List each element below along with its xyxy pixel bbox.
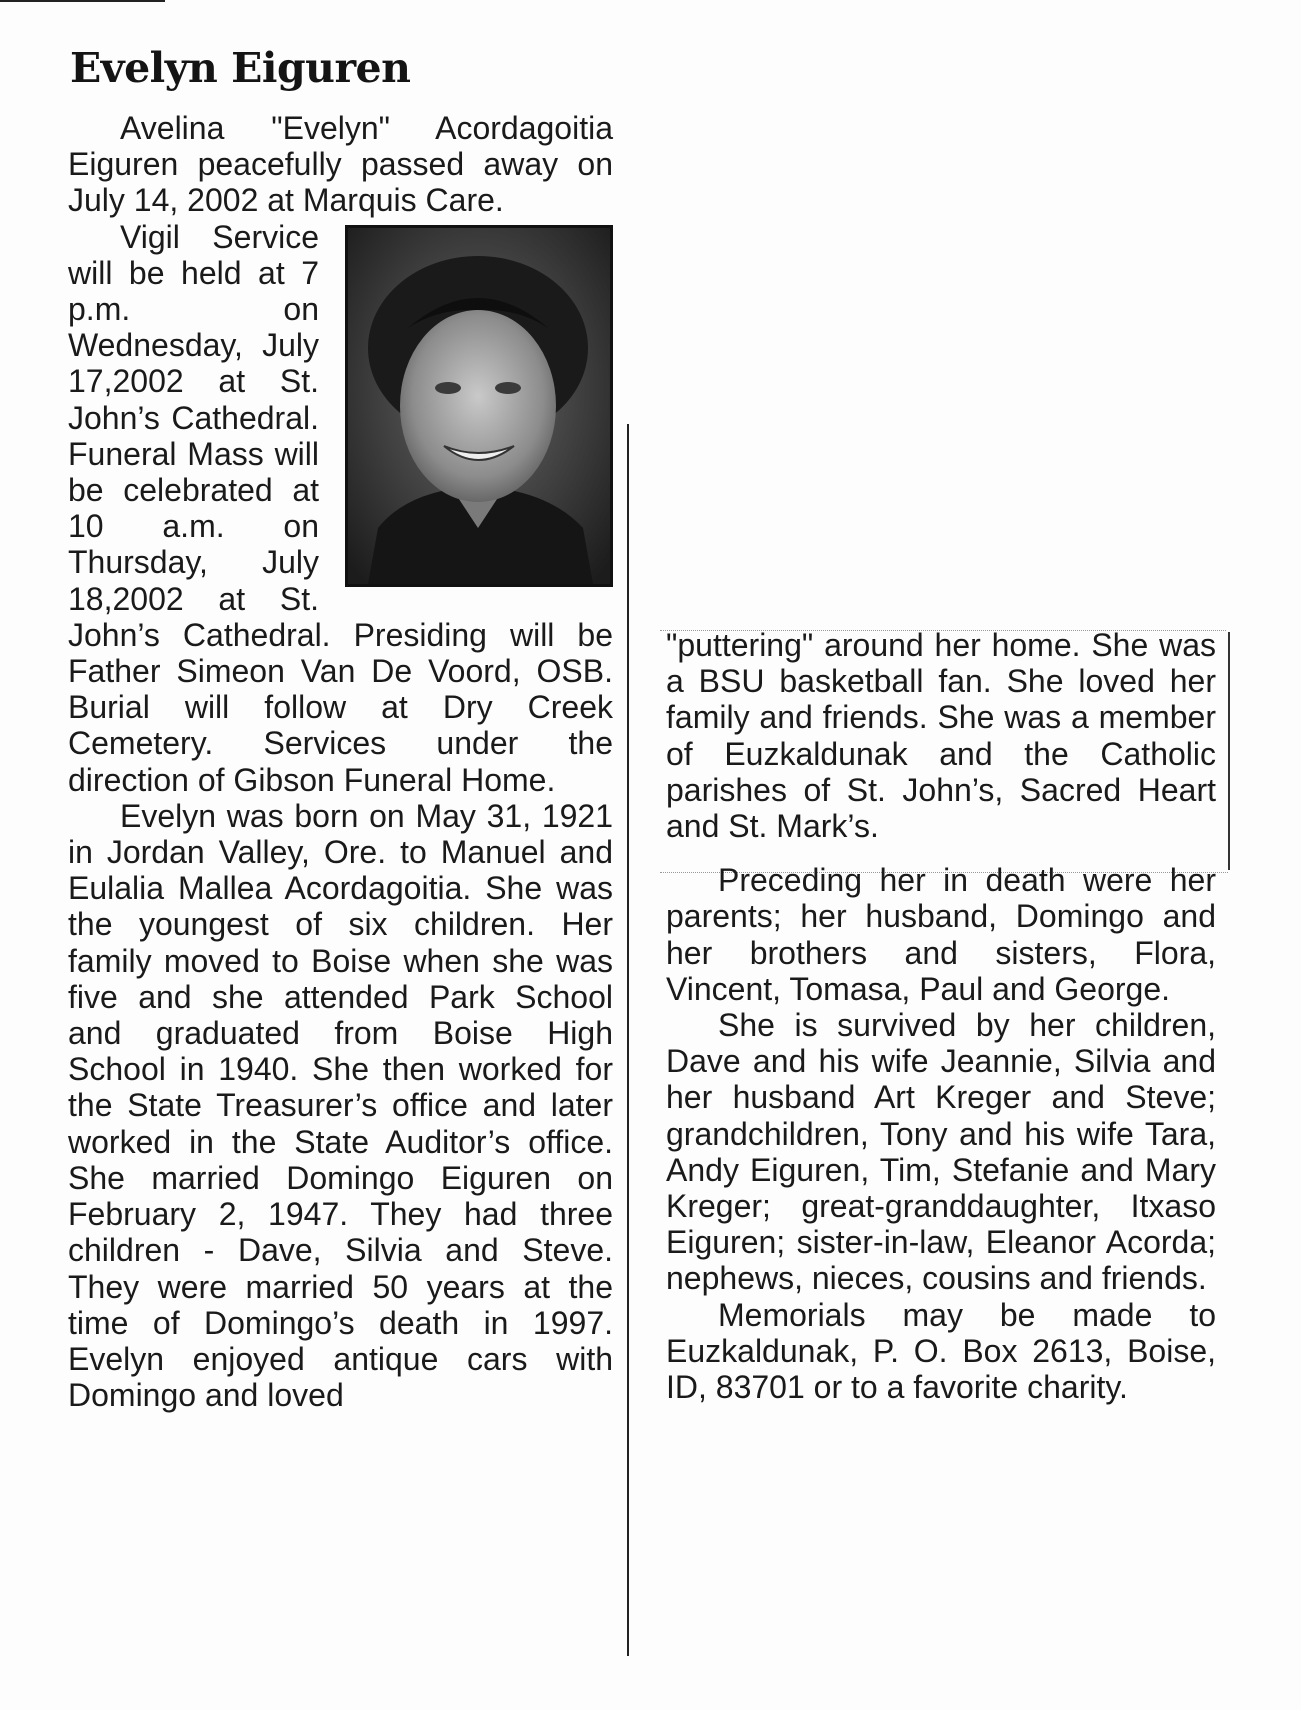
paragraph-preceded-in-death: Preceding her in death were her parents; her husband, Domingo and her brothers and sisters, Flora, Vincent, Tomasa, Paul and George. (666, 862, 1216, 1007)
obituary-headline: Evelyn Eiguren (70, 44, 411, 92)
paragraph-memorials: Memorials may be made to Euzkaldunak, P. O. Box 2613, Boise, ID, 83701 or to a favorite charity. (666, 1296, 1216, 1406)
portrait-photo (345, 225, 613, 587)
right-column (666, 627, 1216, 1607)
paragraph-biography-continued: "puttering" around her home. She was a BSU basketball fan. She loved her family and friends. She was a member of Euzkaldunak and the Catholic parishes of St. John’s, Sacred Heart and St. Mark’s. (666, 627, 1216, 845)
paragraph-death-notice: Avelina "Evelyn" Acordagoitia Eiguren peacefully passed away on July 14, 2002 at Marquis Care. (68, 110, 613, 219)
top-rule (0, 0, 165, 2)
left-column (68, 110, 613, 1670)
paragraph-survivors: She is survived by her children, Dave and his wife Jeannie, Silvia and her husband Art Kreger and Steve; grandchildren, Tony and his wife Tara, Andy Eiguren, Tim, Stefanie and Mary Kreger; great-granddaughter, Itxaso Eiguren; sister-in-law, Eleanor Acorda; nephews, nieces, cousins and friends. (666, 1007, 1216, 1297)
paragraph-biography: Evelyn was born on May 31, 1921 in Jordan Valley, Ore. to Manuel and Eulalia Mallea Acordagoitia. She was the youngest of six children. Her family moved to Boise when she was five and she attended Park School and graduated from Boise High School in 1940. She then worked for the State Treasurer’s office and later worked in the State Auditor’s office. She married Domingo Eiguren on February 2, 1947. They had three children - Dave, Silvia and Steve. They were married 50 years at the time of Domingo’s death in 1997. Evelyn enjoyed antique cars with Domingo and loved (68, 797, 613, 1414)
jump-box-side-rule (1228, 632, 1230, 870)
column-divider (627, 424, 629, 1656)
portrait-photo-image (348, 228, 610, 584)
paragraph-services: Vigil Service will be held at 7 p.m. on Wednesday, July 17,2002 at St. John’s Cathedral. Funeral Mass will be celebrated at 10 a.m. on Thursday, July 18,2002 at St. John’s Cathedral. Presiding will be Father Simeon Van De Voord, OSB. Burial will follow at Dry Creek Cemetery. Services under the direction of Gibson Funeral Home. (68, 218, 613, 798)
